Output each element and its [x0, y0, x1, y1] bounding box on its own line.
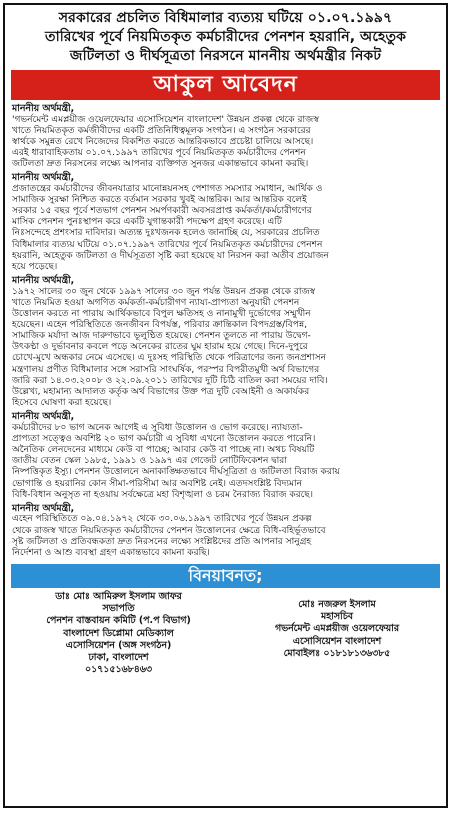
section: [12, 503, 439, 559]
paragraph: [12, 514, 439, 559]
text-line: এরই ধারাবাহিকতায় ০১.০৭.১৯৯৭ তারিখের পূর্বে নিয়মিতকৃত কর্মচারীদের পেনশন: [12, 147, 306, 158]
text-line: ভোগান্তি ও হয়রানির কোন সীমা-পরিসীমা আর অবশিষ্ট নেই। এতদসংশ্লিষ্ট বিদ্যমান: [12, 478, 303, 489]
signatory-place: ঢাকা, বাংলাদেশ: [88, 651, 149, 663]
closing-banner: বিনয়াবনত;: [11, 564, 440, 588]
text-line: স্বার্থকে সমুন্নত রেখে নিজেদের বিকশিত করতে আন্তরিকভাবে প্রচেষ্টা চালিয়ে আসছে।: [12, 136, 314, 147]
text-line: খাতে নিয়মিত হওয়া অগণিত কর্মকর্তা-কর্মচারীগণ ন্যায্য-প্রাপ্যতা অনুযায়ী পেনশন: [12, 297, 300, 308]
signatory-org: এসোসিয়েশন বাংলাদেশ: [292, 635, 382, 647]
signatory-title: মহাসচিব: [320, 611, 353, 623]
section: [12, 275, 439, 409]
salutation: মাননীয় অর্থমন্ত্রী,: [12, 275, 75, 287]
headline-line: তারিখের পূর্বে নিয়মিতকৃত কর্মচারীদের পেনশন হয়রানি, অহেতুক: [44, 29, 407, 45]
text-line: 'গভর্নমেন্ট এমপ্লয়ীজ ওয়েলফেয়ার এসোসিয়েশন বাংলাদেশ' উন্নয়ন প্রকল্প থেকে রাজস্ব: [12, 114, 319, 125]
text-line: মাসিক পেনশন পুনঃস্থাপন করে একটি যুগান্তকারী পদক্ষেপ গ্রহণ করেছে। এটি: [12, 217, 282, 228]
paragraph: [12, 423, 439, 501]
text-line: অনৈতিক লেনদেনের মাধ্যমে কেউ বা পাচ্ছে; আবার কেউ বা পাচ্ছে না। অথচ বিষয়টি: [12, 445, 315, 456]
signatory-org: এসোসিয়েশন (অঙ্গ সংগঠন): [65, 639, 172, 651]
text-line: উল্লেখ্য, মহামান্য আদালত কর্তৃক অর্থ বিভাগের উক্ত পত্র দুটি বেআইনী ও অকার্যকর: [12, 386, 310, 397]
text-line: হয়রানি, অহেতুক জটিলতা ও দীর্ঘসূত্রতা সৃষ্টি করা হয়েছে যা নিরসন করা অতীব প্রয়োজন: [12, 250, 329, 261]
paragraph: [12, 115, 439, 171]
text-line: কর্মচারীদের ৮০ ভাগ অনেক আগেই এ সুবিধা উত্তোলন ও ভোগ করেছে। ন্যায্যতা-: [12, 422, 303, 433]
section: [12, 411, 439, 501]
text-line: মন্ত্রণালয় প্রণীত বিধিমালার সঙ্গে সরাসরি সাংঘর্ষিক, পরস্পর বিপরীতমুখী অর্থ বিভাগের: [12, 364, 320, 375]
signatory-phone: মোবাইলঃ ০১৮১৮১৩৬৩৮৫: [283, 647, 391, 659]
signatory-phone: ০১৭১৫১৬৮৪৬৩: [85, 664, 152, 676]
text-line: এহেন পরিস্থিতিতে ০৯.০৪.১৯৭২ থেকে ৩০.০৬.১৯৯৭ তারিখের পূর্বে উন্নয়ন প্রকল্প: [12, 514, 312, 525]
headline: [5, 5, 446, 68]
text-line: হয়ে পড়েছে।: [12, 261, 58, 272]
salutation: মাননীয় অর্থমন্ত্রী,: [12, 103, 75, 114]
text-line: হয়েছেন। এহেন পরিস্থিতিতে জনজীবন বিপর্যস্ত, পরিবার ক্রান্তিকাল বিপদগ্রস্ত/বিপন্ন,: [12, 320, 308, 330]
advertisement-frame: [3, 3, 448, 808]
signatory-org: বাংলাদেশ ডিপ্লোমা মেডিক্যাল: [63, 627, 174, 639]
salutation: মাননীয় অর্থমন্ত্রী,: [12, 411, 75, 423]
text-line: জারি করা ১৪.০৩.২০০৮ ও ২২.০৯.২০১১ তারিখের দুটি চিঠি বাতিল করা সময়ের দাবি।: [12, 375, 328, 386]
text-line: সরকার ১৫ বছর পূর্বে শতভাগ পেনশন সমর্পণকারী অবসরপ্রাপ্ত কর্মকর্তা/কর্মচারীগণের: [12, 206, 312, 217]
signatory-name: মোঃ নজরুল ইসলাম: [298, 598, 376, 610]
signatory-org: গভর্নমেন্ট এমপ্লয়ীজ ওয়েলফেয়ার: [274, 623, 400, 635]
text-line: নিষ্পত্তিকৃত ইস্যু। পেনশন উত্তোলনে অনাকাঙ্ক্ষিতভাবে দীর্ঘসূত্রিতা ও জটিলতা বিরাজ করায়: [12, 467, 340, 478]
text-line: ১৯৭২ সালের ৩০ জুন থেকে ১৯৯৭ সালের ৩০ জুন পর্যন্ত উন্নয়ন প্রকল্প থেকে রাজস্ব: [12, 286, 316, 297]
section: [12, 103, 439, 170]
text-line: সামাজিক মর্যাদা আজ দারুণভাবে ভূলুণ্ঠিত হয়েছে। পেনশন তুলতে না পারায় উদ্বেগ-: [12, 331, 311, 342]
text-line: জাতীয় বেতন স্কেল ১৯৮৫, ১৯৯১ ও ১৯৯৭ এর গেজেট নোটিফিকেশন দ্বারা: [12, 456, 287, 467]
text-line: হিসেবে ঘোষণা করা হয়েছে।: [12, 398, 112, 409]
signatory-org: পেনশন বাস্তবায়ন কমিটি (প.প বিভাগ): [46, 615, 191, 627]
paragraph: [12, 184, 439, 273]
signatory-right: [231, 599, 443, 660]
text-line: চোখে-মুখে অন্ধকার নেমে এসেছে। এ দুঃসহ পরিস্থিতি থেকে পরিত্রাণের জন্য জনপ্রশাসন: [12, 353, 326, 364]
paragraph: [12, 287, 439, 410]
signature-block: [5, 591, 446, 687]
text-line: থেকে রাজস্ব খাতে নিয়মিতকৃত কর্মচারীদের পেনশন উত্তোলনের ক্ষেত্রে বিধি-বহির্ভূতভাবে: [12, 525, 326, 536]
salutation: মাননীয় অর্থমন্ত্রী,: [12, 172, 75, 184]
signatory-title: সভাপতি: [102, 603, 135, 615]
section: [12, 172, 439, 273]
text-line: জটিলতা দ্রুত নিরসনের লক্ষ্যে আপনার ব্যক্তিগত সুনজর একান্তভাবে কামনা করছি।: [12, 159, 309, 170]
text-line: প্রজাতন্ত্রের কর্মচারীদের জীবনযাত্রার মানোন্নয়নসহ পেশাগত সমস্যার সমাধান, আর্থিক ও: [12, 183, 323, 194]
text-line: বিধিমালার ব্যত্যয় ঘটিয়ে ০১.০৭.১৯৯৭ তারিখের পূর্বে নিয়মিতকৃত কর্মচারীদের পেনশন: [12, 239, 323, 250]
text-line: উত্তোলন করতে না পারায় আর্থিকভাবে বিপুল ক্ষতিসহ ও নানামুখী দুর্ভোগের সম্মুখীন: [12, 308, 311, 319]
headline-line: জটিলতা ও দীর্ঘসূত্রতা নিরসনে মাননীয় অর্থমন্ত্রীর নিকট: [69, 48, 382, 64]
signatory-name: ডাঃ মোঃ আমিরুল ইসলাম জাফর: [55, 590, 182, 602]
letter-body: [5, 103, 446, 559]
headline-line: সরকারের প্রচলিত বিধিমালার ব্যত্যয় ঘটিয়ে ০১.০৭.১৯৯৭: [58, 10, 393, 26]
text-line: সৃষ্ট জটিলতা ও প্রতিবন্ধকতা দ্রুত নিরসনের লক্ষ্যে সংশ্লিষ্টদের প্রতি আপনার সানুগ্রহ: [12, 536, 312, 547]
text-line: নিঃসন্দেহে প্রশংসার দাবিদার। অত্যন্ত দুঃখজনক হলেও জানাচ্ছি যে, সরকারের প্রচলিত: [12, 228, 320, 239]
signatory-left: [11, 591, 226, 676]
text-line: উৎকণ্ঠা ও দুর্ভাবনার কবলে পড়ে অনেকের রাতের ঘুম হারাম হয়ে গেছে। দিনে-দুপুরে: [12, 342, 308, 353]
title-banner: আকুল আবেদন: [11, 70, 440, 100]
text-line: নির্দেশনা ও আশু ব্যবস্থা গ্রহণ একান্তভাবে কামনা করছি।: [12, 547, 210, 558]
text-line: খাতে নিয়মিতকৃত কর্মজীবীদের একটি প্রতিনিধিত্বমূলক সংগঠন। এ সংগঠন সরকারের: [12, 125, 311, 136]
text-line: সামাজিক সুরক্ষা নিশ্চিত করতে বর্তমান সরকার খুবই আন্তরিক। আর আন্তরিক বলেই: [12, 194, 307, 205]
text-line: প্রাপ্যতা সত্ত্বেও অবশিষ্ট ২০ ভাগ কর্মচারী এ সুবিধা এখনো উত্তোলন করতে পারেনি।: [12, 433, 316, 444]
text-line: বিধি-বিধান অনুসৃত না হওয়ায় সর্বক্ষেত্রে মহা বিশৃঙ্খলা ও চরম নৈরাজ্য বিরাজ করছে।: [12, 489, 314, 500]
salutation: মাননীয় অর্থমন্ত্রী,: [12, 502, 75, 514]
